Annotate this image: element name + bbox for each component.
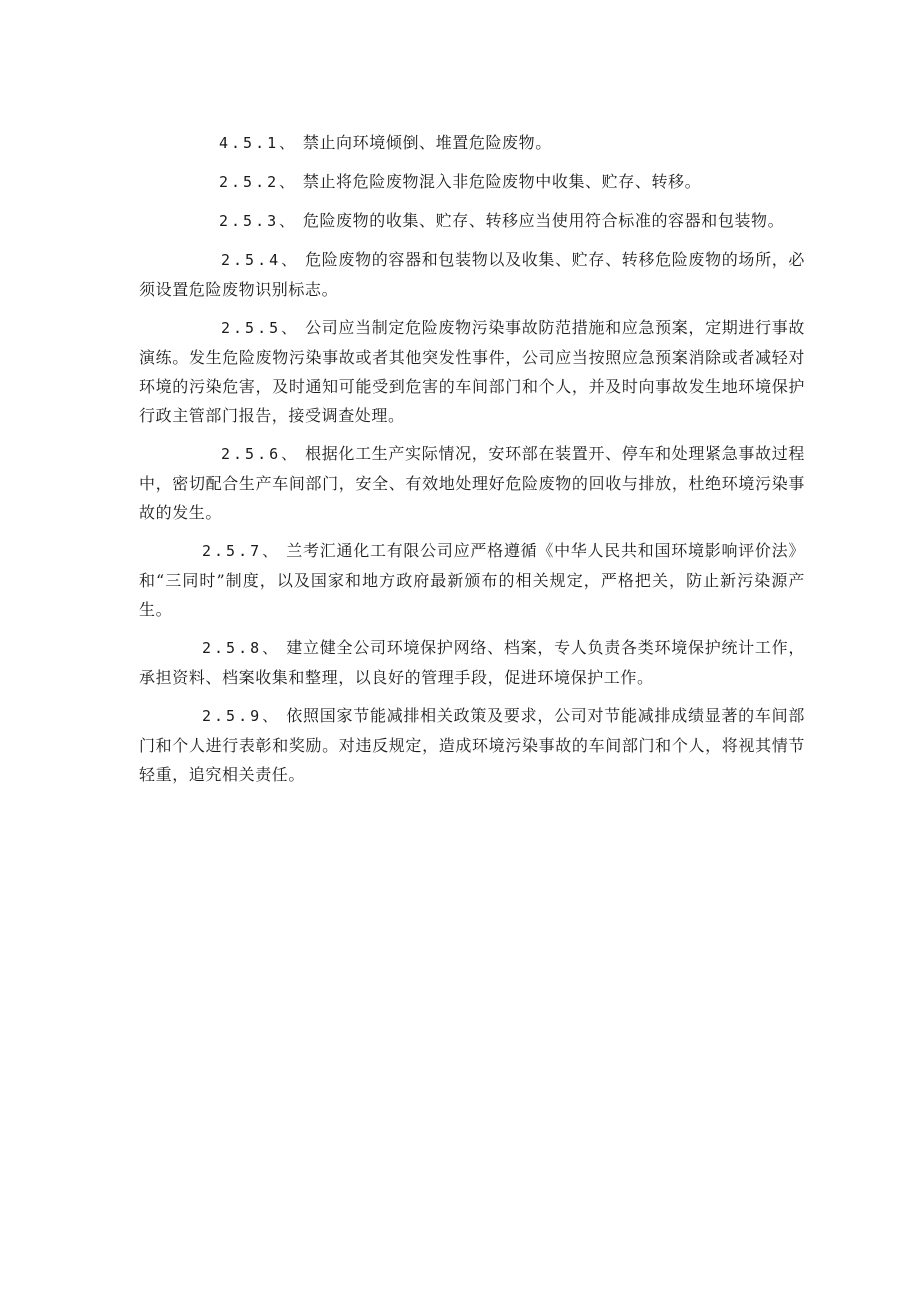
clause-text: 公司应当制定危险废物污染事故防范措施和应急预案，定期进行事故演练。发生危险废物污染事故或者其他突发性事件，公司应当按照应急预案消除或者减轻对环境的污染危害，及时通知可能受到危害的车间部门和个人，并及时向事故发生地环境保护行政主管部门报告，接受调查处理。 bbox=[139, 318, 806, 425]
clause-text: 依照国家节能减排相关政策及要求，公司对节能减排成绩显著的车间部门和个人进行表彰和奖励。对违反规定，造成环境污染事故的车间部门和个人，将视其情节轻重，追究相关责任。 bbox=[139, 706, 805, 784]
clause-number: 2.5.3、 bbox=[219, 212, 298, 230]
clause-text: 兰考汇通化工有限公司应严格遵循《中华人民共和国环境影响评价法》和“三同时”制度，以及国家和地方政府最新颁布的相关规定，严格把关，防止新污染源产生。 bbox=[139, 541, 805, 619]
clause-2-5-7 bbox=[139, 536, 805, 624]
clause-2-5-4 bbox=[139, 245, 805, 304]
clause-number: 2.5.6、 bbox=[221, 445, 300, 463]
clause-number: 2.5.4、 bbox=[221, 251, 300, 269]
clause-text: 禁止向环境倾倒、堆置危险废物。 bbox=[302, 133, 552, 152]
clause-text: 禁止将危险废物混入非危险废物中收集、贮存、转移。 bbox=[302, 172, 702, 191]
clause-number: 2.5.5、 bbox=[221, 319, 300, 337]
clause-number: 4.5.1、 bbox=[219, 134, 298, 152]
clause-2-5-5 bbox=[139, 313, 805, 430]
clause-number: 2.5.9、 bbox=[202, 707, 281, 725]
clause-number: 2.5.7、 bbox=[202, 542, 281, 560]
clause-2-5-3 bbox=[139, 206, 805, 236]
clause-2-5-6 bbox=[139, 439, 805, 527]
clause-text: 危险废物的收集、贮存、转移应当使用符合标准的容器和包装物。 bbox=[302, 211, 785, 230]
clause-2-5-8 bbox=[139, 633, 805, 692]
clause-text: 建立健全公司环境保护网络、档案，专人负责各类环境保护统计工作，承担资料、档案收集和整理，以良好的管理手段，促进环境保护工作。 bbox=[139, 638, 805, 687]
clause-text: 根据化工生产实际情况，安环部在装置开、停车和处理紧急事故过程中，密切配合生产车间部门，安全、有效地处理好危险废物的回收与排放，杜绝环境污染事故的发生。 bbox=[139, 444, 806, 522]
clause-number: 2.5.8、 bbox=[202, 639, 281, 657]
clause-number: 2.5.2、 bbox=[219, 173, 298, 191]
clause-2-5-9 bbox=[139, 701, 805, 789]
clause-4-5-1 bbox=[139, 128, 805, 158]
clause-2-5-2 bbox=[139, 167, 805, 197]
clause-text: 危险废物的容器和包装物以及收集、贮存、转移危险废物的场所，必须设置危险废物识别标志。 bbox=[139, 250, 806, 299]
document-body bbox=[139, 128, 805, 798]
